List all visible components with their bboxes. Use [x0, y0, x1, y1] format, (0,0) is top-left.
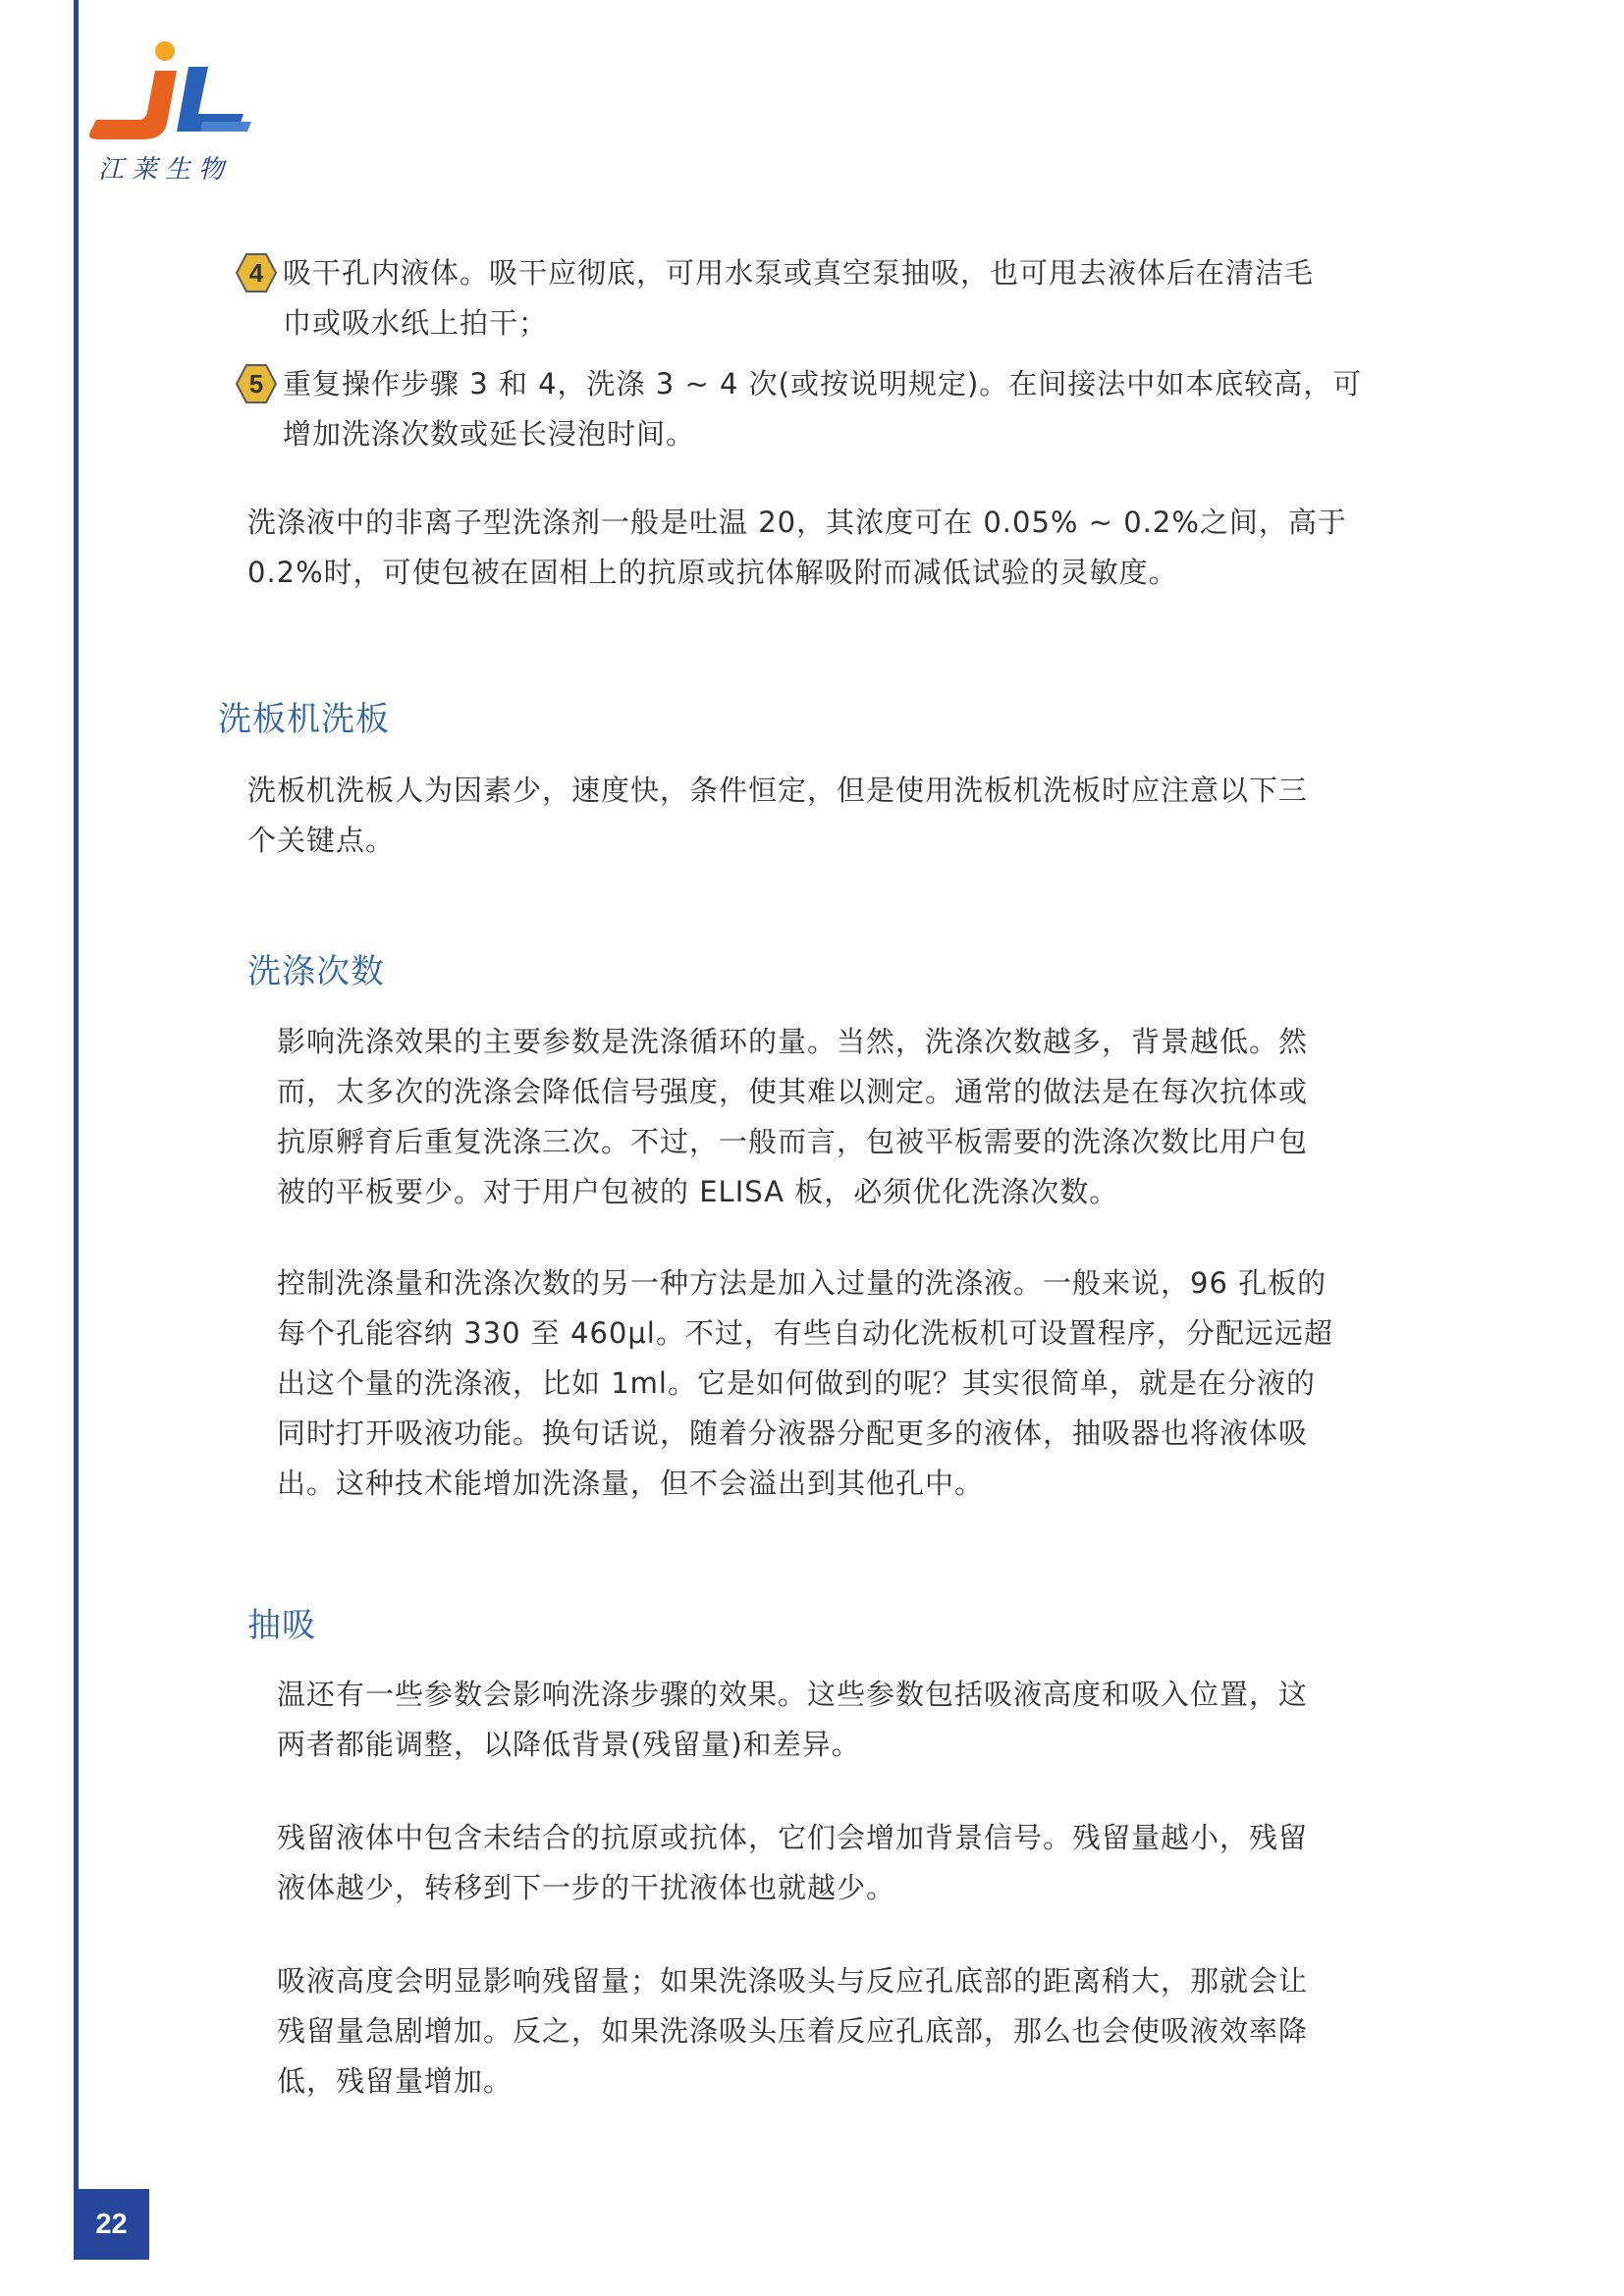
text-line: 温还有一些参数会影响洗涤步骤的效果。这些参数包括吸液高度和吸入位置，这 [277, 1678, 1309, 1711]
side-rule [74, 0, 79, 2258]
svg-text:4: 4 [248, 258, 264, 288]
logo-j-icon [89, 71, 177, 139]
step-5-line-2: 增加洗涤次数或延长浸泡时间。 [283, 417, 696, 451]
text-line: 残留液体中包含未结合的抗原或抗体，它们会增加背景信号。残留量越小，残留 [277, 1821, 1309, 1854]
svg-text:5: 5 [248, 369, 264, 399]
step-4 [236, 248, 1414, 348]
text-line: 个关键点。 [247, 824, 396, 857]
text-line: 洗板机洗板人为因素少，速度快，条件恒定，但是使用洗板机洗板时应注意以下三 [247, 774, 1309, 807]
text-line: 吸液高度会明显影响残留量；如果洗涤吸头与反应孔底部的距离稍大，那就会让 [277, 1964, 1309, 1998]
text-line: 被的平板要少。对于用户包被的 ELISA 板，必须优化洗涤次数。 [277, 1175, 1119, 1208]
text-line: 0.2%时，可使包被在固相上的抗原或抗体解吸附而减低试验的灵敏度。 [247, 556, 1178, 589]
text-line: 低，残留量增加。 [277, 2064, 514, 2098]
aspiration-paragraph-3 [277, 1956, 1308, 2107]
step-5-line-1: 重复操作步骤 3 和 4，洗涤 3 ~ 4 次(或按说明规定)。在间接法中如本底较高，可 [283, 367, 1363, 400]
step-4-line-1: 吸干孔内液体。吸干应彻底，可用水泵或真空泵抽吸，也可甩去液体后在清洁毛 [283, 256, 1315, 290]
text-line: 每个孔能容纳 330 至 460μl。不过，有些自动化洗板机可设置程序，分配远远超 [277, 1316, 1333, 1350]
wash-count-paragraph-1 [277, 1017, 1308, 1217]
section-heading-plate-washer: 洗板机洗板 [218, 700, 390, 739]
logo-dot-icon [155, 41, 175, 61]
text-line: 影响洗涤效果的主要参数是洗涤循环的量。当然，洗涤次数越多，背景越低。然 [277, 1025, 1309, 1058]
text-line: 而，太多次的洗涤会降低信号强度，使其难以测定。通常的做法是在每次抗体或 [277, 1075, 1309, 1108]
step-4-line-2: 巾或吸水纸上拍干； [283, 306, 549, 340]
aspiration-paragraph-1 [277, 1670, 1308, 1770]
page-number: 22 [74, 2189, 149, 2260]
step-5-badge-icon [236, 363, 277, 404]
text-line: 抗原孵育后重复洗涤三次。不过，一般而言，包被平板需要的洗涤次数比用户包 [277, 1125, 1309, 1158]
text-line: 洗涤液中的非离子型洗涤剂一般是吐温 20，其浓度可在 0.05% ~ 0.2%之间，高于 [247, 506, 1347, 539]
section-heading-wash-count: 洗涤次数 [247, 952, 385, 991]
text-line: 控制洗涤量和洗涤次数的另一种方法是加入过量的洗涤液。一般来说，96 孔板的 [277, 1266, 1327, 1300]
plate-washer-paragraph [247, 766, 1308, 866]
text-line: 两者都能调整，以降低背景(残留量)和差异。 [277, 1728, 861, 1761]
step-4-badge-icon [236, 252, 277, 294]
text-line: 残留量急剧增加。反之，如果洗涤吸头压着反应孔底部，那么也会使吸液效率降 [277, 2014, 1309, 2048]
detergent-paragraph [247, 498, 1347, 598]
text-line: 出。这种技术能增加洗涤量，但不会溢出到其他孔中。 [277, 1467, 985, 1500]
step-5 [236, 359, 1414, 459]
section-heading-aspiration: 抽吸 [247, 1606, 316, 1645]
text-line: 液体越少，转移到下一步的干扰液体也就越少。 [277, 1871, 896, 1904]
text-line: 同时打开吸液功能。换句话说，随着分液器分配更多的液体，抽吸器也将液体吸 [277, 1416, 1309, 1450]
wash-count-paragraph-2 [277, 1258, 1333, 1509]
aspiration-paragraph-2 [277, 1813, 1308, 1913]
text-line: 出这个量的洗涤液，比如 1ml。它是如何做到的呢？其实很简单，就是在分液的 [277, 1366, 1316, 1400]
logo-text: 江莱生物 [98, 155, 233, 185]
